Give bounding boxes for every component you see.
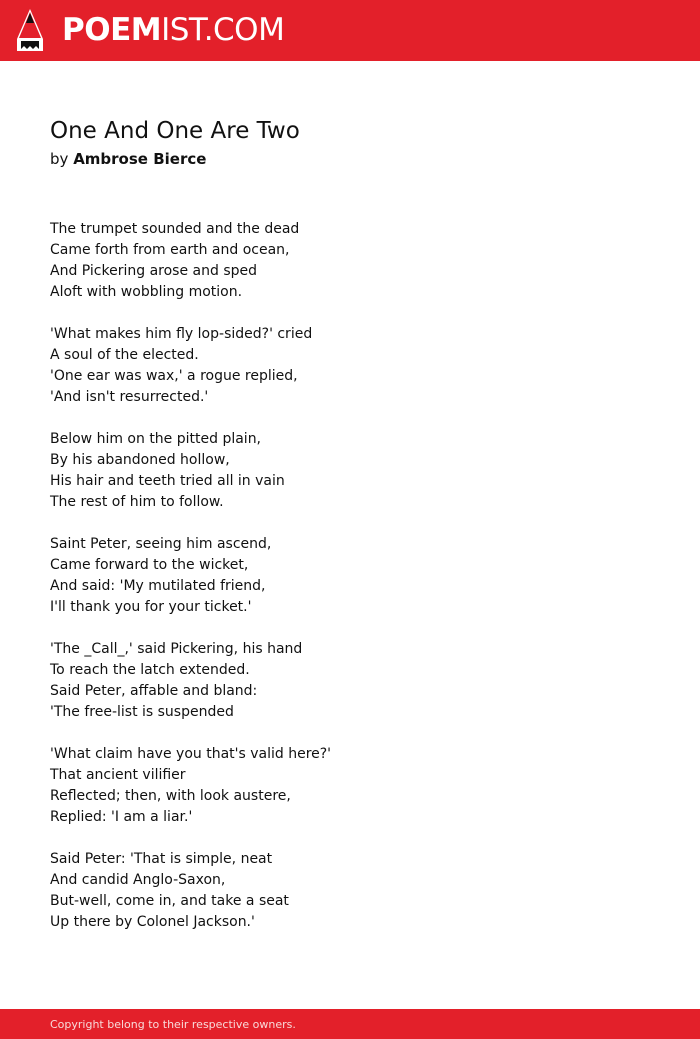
- poem-line: Reflected; then, with look austere,: [50, 788, 291, 804]
- poem-line: That ancient vilifier: [50, 767, 186, 783]
- poem-line: 'One ear was wax,' a rogue replied,: [50, 368, 298, 384]
- poem-line: 'What claim have you that's valid here?': [50, 746, 332, 762]
- by-label: by: [50, 150, 69, 168]
- poem-line: And said: 'My mutilated friend,: [50, 578, 266, 594]
- byline: [50, 149, 206, 169]
- poem-line: And candid Anglo-Saxon,: [50, 872, 226, 888]
- stanza: [50, 219, 650, 303]
- copyright-text: Copyright belong to their respective owners.: [50, 1018, 296, 1031]
- poem-line: A soul of the elected.: [50, 347, 199, 363]
- poem-line: Up there by Colonel Jackson.': [50, 914, 255, 930]
- poem-line: But-well, come in, and take a seat: [50, 893, 289, 909]
- header-bar: [0, 0, 700, 61]
- poem-title: One And One Are Two: [50, 118, 300, 144]
- poem-line: Saint Peter, seeing him ascend,: [50, 536, 272, 552]
- poem-line: The rest of him to follow.: [50, 494, 224, 510]
- poem-line: Came forward to the wicket,: [50, 557, 249, 573]
- footer-bar: [0, 1009, 700, 1039]
- poem-line: 'And isn't resurrected.': [50, 389, 209, 405]
- stanza: [50, 534, 650, 618]
- poem-line: His hair and teeth tried all in vain: [50, 473, 285, 489]
- stanza: [50, 639, 650, 723]
- logo-bold-text: POEM: [62, 12, 162, 48]
- poem-line: 'The free-list is suspended: [50, 704, 234, 720]
- stanza: [50, 849, 650, 933]
- poem-line: I'll thank you for your ticket.': [50, 599, 252, 615]
- author-name: Ambrose Bierce: [73, 150, 207, 168]
- poem-line: 'What makes him fly lop-sided?' cried: [50, 326, 313, 342]
- pencil-icon: [17, 9, 43, 51]
- logo-light-text: IST.COM: [161, 12, 285, 48]
- poem-body: [50, 219, 650, 954]
- poem-line: The trumpet sounded and the dead: [50, 221, 300, 237]
- poem-line: Aloft with wobbling motion.: [50, 284, 243, 300]
- poem-line: Below him on the pitted plain,: [50, 431, 262, 447]
- poem-line: Came forth from earth and ocean,: [50, 242, 290, 258]
- poem-line: Said Peter: 'That is simple, neat: [50, 851, 273, 867]
- poem-line: Replied: 'I am a liar.': [50, 809, 193, 825]
- poem-line: And Pickering arose and sped: [50, 263, 258, 279]
- poem-line: 'The _Call_,' said Pickering, his hand: [50, 641, 303, 657]
- poem-line: To reach the latch extended.: [50, 662, 250, 678]
- stanza: [50, 324, 650, 408]
- stanza: [50, 744, 650, 828]
- poem-line: By his abandoned hollow,: [50, 452, 230, 468]
- site-logo[interactable]: [62, 10, 284, 50]
- poem-line: Said Peter, affable and bland:: [50, 683, 258, 699]
- stanza: [50, 429, 650, 513]
